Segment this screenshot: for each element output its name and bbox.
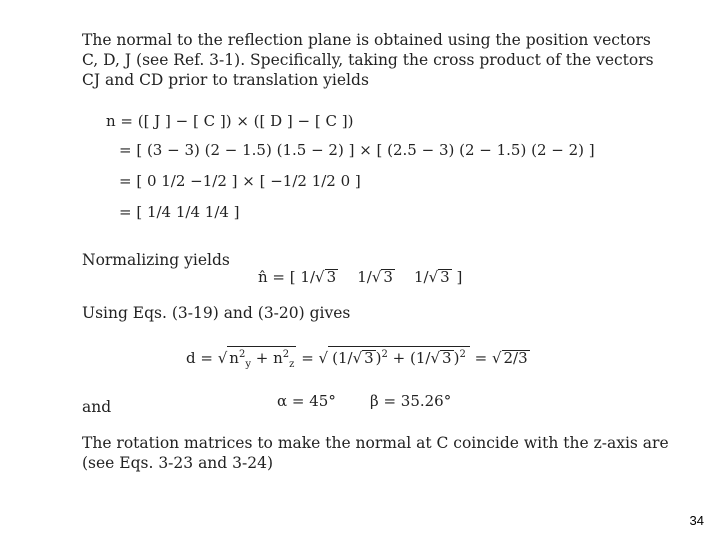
intro-paragraph [82, 30, 654, 90]
nhat-rad-2: 3 [383, 268, 393, 286]
normalizing-label: Normalizing yields [82, 251, 230, 269]
nhat-term-3: 1/ [414, 268, 429, 286]
nhat-rad-3: 3 [440, 268, 450, 286]
eq-n-expr-1: ([ J ] − [ C ]) × ([ D ] − [ C ]) [137, 112, 354, 130]
nhat-term-2: 1/ [357, 268, 372, 286]
eq-nhat-lhs: n̂ = [ [258, 268, 296, 286]
nhat-term-1: 1/ [300, 268, 316, 286]
eq-n-line-3: = [ 0 1/2 −1/2 ] × [ −1/2 1/2 0 ] [119, 172, 361, 190]
eq-d: d = √ $n^2_y + n^2_z$ = √ (1/√ 3 )$^2$ + (1/√ 3 )$^2$ = √ 2/3 [186, 346, 530, 372]
eq-d-sqrt-2: (1/√ 3 )$^2$ + (1/√ 3 )$^2$ [328, 346, 470, 367]
closing-line-2: (see Eqs. 3-23 and 3-24) [82, 454, 274, 472]
alpha-value: α = 45° [277, 392, 336, 410]
eq-n-line-1 [106, 112, 353, 130]
eq-d-sqrt-1: $n^2_y + n^2_z$ [227, 346, 296, 372]
nhat-rad-1: 3 [326, 268, 337, 286]
eq-d-lhs: d = [186, 349, 213, 367]
using-label: Using Eqs. (3-19) and (3-20) gives [82, 304, 351, 322]
eq-nhat: n̂ = [ 1/√ 3 1/√ 3 1/√ 3 ] [258, 268, 463, 286]
eq-n-line-2: = [ (3 − 3) (2 − 1.5) (1.5 − 2) ] × [ (2.5 − 3) (2 − 1.5) (2 − 2) ] [119, 141, 595, 159]
eq-d-equals-1: = [301, 349, 314, 367]
eq-n-line-4: = [ 1/4 1/4 1/4 ] [119, 203, 240, 221]
page-number: 34 [689, 513, 704, 528]
closing-line-1: The rotation matrices to make the normal at C coincide with the z-axis are [82, 434, 669, 452]
eq-n-lhs: n = [106, 112, 133, 130]
eq-nhat-rhs: ] [456, 268, 463, 286]
eq-d-final: 2/3 [503, 349, 528, 367]
closing-paragraph [82, 433, 669, 473]
eq-d-equals-2: = [474, 349, 488, 367]
intro-line-3: CJ and CD prior to translation yields [82, 71, 369, 89]
and-label: and [82, 398, 112, 416]
beta-value: β = 35.26° [370, 392, 452, 410]
intro-line-1: The normal to the reflection plane is obtained using the position vectors [82, 31, 651, 49]
intro-line-2: C, D, J (see Ref. 3-1). Specifically, taking the cross product of the vectors [82, 51, 654, 69]
